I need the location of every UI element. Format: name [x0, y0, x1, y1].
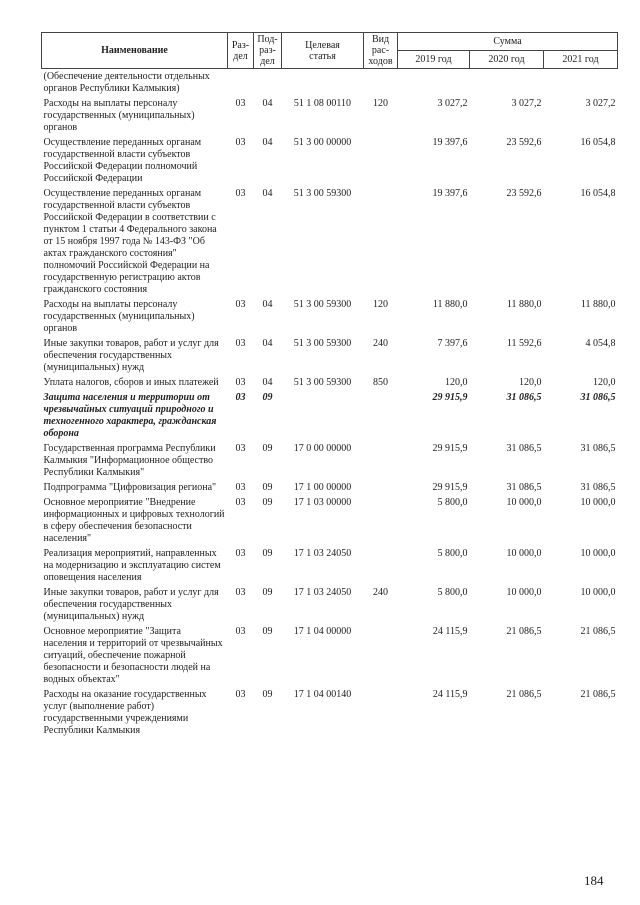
- row-sum-2021: 16 054,8: [580, 137, 616, 148]
- row-podrazdel: 09: [262, 392, 273, 403]
- table-row: [42, 624, 618, 687]
- row-target: 17 1 03 24050: [293, 587, 352, 598]
- header-target: Целевая статья: [282, 33, 364, 69]
- row-target: 17 1 04 00140: [293, 689, 352, 700]
- row-razdel: [228, 69, 254, 97]
- table-row: [42, 96, 618, 135]
- row-razdel: 03: [235, 98, 246, 109]
- row-vid: 120: [373, 98, 388, 109]
- row-podrazdel: 04: [262, 377, 273, 388]
- row-sum-2021: [544, 69, 618, 97]
- row-sum-2020: 21 086,5: [506, 626, 542, 637]
- row-vid: [364, 495, 398, 546]
- row-sum-2019: [398, 69, 470, 97]
- row-razdel: 03: [235, 548, 246, 559]
- row-razdel: 03: [235, 689, 246, 700]
- row-target: 17 1 03 24050: [293, 548, 352, 559]
- row-sum-2020: 21 086,5: [506, 689, 542, 700]
- row-name: Основное мероприятие "Внедрение информационных и цифровых технологий в сферу обеспечения безопасности населения": [43, 497, 225, 544]
- row-razdel: 03: [235, 482, 246, 493]
- table-row: [42, 375, 618, 390]
- table-row: [42, 186, 618, 297]
- row-sum-2020: 31 086,5: [506, 392, 542, 403]
- row-sum-2019: 19 397,6: [432, 137, 468, 148]
- row-target: 51 3 00 59300: [293, 299, 352, 310]
- row-sum-2020: [470, 69, 544, 97]
- row-podrazdel: 09: [262, 689, 273, 700]
- header-2021: 2021 год: [544, 51, 618, 69]
- row-target: [282, 390, 364, 441]
- row-vid: 240: [373, 338, 388, 349]
- row-name: Уплата налогов, сборов и иных платежей: [43, 377, 219, 388]
- row-sum-2020: 23 592,6: [506, 137, 542, 148]
- row-sum-2021: 31 086,5: [580, 443, 616, 454]
- row-sum-2019: 24 115,9: [432, 689, 468, 700]
- row-sum-2020: 3 027,2: [511, 98, 542, 109]
- row-sum-2021: 10 000,0: [580, 548, 616, 559]
- row-razdel: 03: [235, 377, 246, 388]
- row-sum-2021: 11 880,0: [580, 299, 616, 310]
- row-name: Расходы на выплаты персоналу государственных (муниципальных) органов: [43, 299, 195, 334]
- row-name: Реализация мероприятий, направленных на модернизацию и эксплуатацию систем оповещения населения: [43, 548, 221, 583]
- row-podrazdel: 04: [262, 338, 273, 349]
- row-podrazdel: 09: [262, 482, 273, 493]
- header-name: Наименование: [42, 33, 228, 69]
- row-vid: [364, 135, 398, 186]
- row-razdel: 03: [235, 443, 246, 454]
- row-sum-2020: 10 000,0: [506, 548, 542, 559]
- row-razdel: 03: [235, 497, 246, 508]
- header-2020: 2020 год: [470, 51, 544, 69]
- row-razdel: 03: [235, 188, 246, 199]
- row-vid: 240: [373, 587, 388, 598]
- row-sum-2019: 3 027,2: [437, 98, 468, 109]
- row-vid: [364, 546, 398, 585]
- row-podrazdel: 09: [262, 587, 273, 598]
- row-sum-2020: 120,0: [519, 377, 542, 388]
- header-vid: Вид рас- ходов: [364, 33, 398, 69]
- row-podrazdel: 04: [262, 98, 273, 109]
- row-target: 51 3 00 59300: [293, 377, 352, 388]
- row-vid: 120: [373, 299, 388, 310]
- row-vid: [364, 441, 398, 480]
- row-vid: [364, 624, 398, 687]
- row-sum-2019: 5 800,0: [437, 497, 468, 508]
- row-sum-2020: 10 000,0: [506, 587, 542, 598]
- row-sum-2020: 23 592,6: [506, 188, 542, 199]
- header-sum: Сумма: [398, 33, 618, 51]
- row-name: Иные закупки товаров, работ и услуг для обеспечения государственных (муниципальных) нужд: [43, 338, 219, 373]
- row-name: Иные закупки товаров, работ и услуг для обеспечения государственных (муниципальных) нужд: [43, 587, 219, 622]
- row-podrazdel: 04: [262, 137, 273, 148]
- row-sum-2019: 24 115,9: [432, 626, 468, 637]
- row-podrazdel: 09: [262, 626, 273, 637]
- header-podrazdel: Под- раз- дел: [254, 33, 282, 69]
- table-row: [42, 69, 618, 97]
- row-podrazdel: 09: [262, 497, 273, 508]
- row-sum-2021: 10 000,0: [580, 587, 616, 598]
- row-sum-2020: 31 086,5: [506, 482, 542, 493]
- table-row: [42, 390, 618, 441]
- row-razdel: 03: [235, 587, 246, 598]
- row-sum-2019: 7 397,6: [437, 338, 468, 349]
- row-sum-2021: 10 000,0: [580, 497, 616, 508]
- row-name: Подпрограмма "Цифровизация региона": [43, 482, 217, 493]
- row-sum-2021: 31 086,5: [580, 392, 616, 403]
- row-name: (Обеспечение деятельности отдельных органов Республики Калмыкия): [43, 71, 210, 94]
- row-sum-2019: 19 397,6: [432, 188, 468, 199]
- page-number: 184: [584, 873, 604, 888]
- row-sum-2019: 29 915,9: [432, 443, 468, 454]
- table-row: [42, 546, 618, 585]
- row-name: Защита населения и территории от чрезвычайных ситуаций природного и техногенного характера, гражданская оборона: [43, 392, 217, 439]
- table-body: [42, 69, 618, 739]
- row-name: Расходы на выплаты персоналу государственных (муниципальных) органов: [43, 98, 195, 133]
- row-name: Основное мероприятие "Защита населения и территорий от чрезвычайных ситуаций, обеспечение пожарной безопасности и безопасности людей на водных объектах": [43, 626, 223, 685]
- row-sum-2021: 31 086,5: [580, 482, 616, 493]
- row-sum-2021: 21 086,5: [580, 689, 616, 700]
- table-row: [42, 336, 618, 375]
- row-sum-2019: 120,0: [445, 377, 468, 388]
- row-sum-2020: 31 086,5: [506, 443, 542, 454]
- row-sum-2021: 21 086,5: [580, 626, 616, 637]
- budget-table: [41, 32, 618, 738]
- row-name: Осуществление переданных органам государственной власти субъектов Российской Федерации в соответствии с пунктом 1 статьи 4 Федерального закона от 15 ноября 1997 года № 143-ФЗ "Об актах гражданского состояния" полномочий Российской Федерации на государственную регистрацию актов гражданского состояния: [43, 188, 217, 295]
- table-row: [42, 585, 618, 624]
- row-sum-2021: 3 027,2: [585, 98, 616, 109]
- row-sum-2021: 4 054,8: [585, 338, 616, 349]
- row-name: Расходы на оказание государственных услуг (выполнение работ) государственными учреждениями Республики Калмыкия: [43, 689, 207, 736]
- row-razdel: 03: [235, 137, 246, 148]
- row-sum-2020: 11 880,0: [506, 299, 542, 310]
- row-sum-2019: 5 800,0: [437, 548, 468, 559]
- row-sum-2021: 120,0: [593, 377, 616, 388]
- row-podrazdel: 09: [262, 443, 273, 454]
- row-target: 51 3 00 59300: [293, 188, 352, 199]
- row-podrazdel: [254, 69, 282, 97]
- row-sum-2020: 11 592,6: [506, 338, 542, 349]
- row-target: 17 1 04 00000: [293, 626, 352, 637]
- row-razdel: 03: [235, 299, 246, 310]
- row-podrazdel: 04: [262, 188, 273, 199]
- row-sum-2019: 29 915,9: [432, 392, 468, 403]
- table-row: [42, 297, 618, 336]
- row-target: 17 1 03 00000: [293, 497, 352, 508]
- row-razdel: 03: [235, 392, 246, 403]
- row-razdel: 03: [235, 626, 246, 637]
- row-target: 51 1 08 00110: [293, 98, 352, 109]
- row-podrazdel: 04: [262, 299, 273, 310]
- table-row: [42, 441, 618, 480]
- row-sum-2019: 11 880,0: [432, 299, 468, 310]
- header-2019: 2019 год: [398, 51, 470, 69]
- row-vid: [364, 69, 398, 97]
- table-row: [42, 495, 618, 546]
- row-target: 17 0 00 00000: [293, 443, 352, 454]
- row-razdel: 03: [235, 338, 246, 349]
- row-target: 17 1 00 00000: [293, 482, 352, 493]
- row-target: 51 3 00 59300: [293, 338, 352, 349]
- row-vid: [364, 480, 398, 495]
- table-row: [42, 480, 618, 495]
- row-sum-2021: 16 054,8: [580, 188, 616, 199]
- row-name: Государственная программа Республики Калмыкия "Информационное общество Республики Калмыкия": [43, 443, 216, 478]
- row-sum-2019: 29 915,9: [432, 482, 468, 493]
- table-row: [42, 687, 618, 738]
- row-vid: [364, 186, 398, 297]
- row-target: [282, 69, 364, 97]
- row-vid: 850: [373, 377, 388, 388]
- row-sum-2019: 5 800,0: [437, 587, 468, 598]
- row-podrazdel: 09: [262, 548, 273, 559]
- row-name: Осуществление переданных органам государственной власти субъектов Российской Федерации полномочий Российской Федерации: [43, 137, 202, 184]
- table-row: [42, 135, 618, 186]
- header-razdel: Раз- дел: [228, 33, 254, 69]
- row-vid: [364, 390, 398, 441]
- row-vid: [364, 687, 398, 738]
- row-target: 51 3 00 00000: [293, 137, 352, 148]
- row-sum-2020: 10 000,0: [506, 497, 542, 508]
